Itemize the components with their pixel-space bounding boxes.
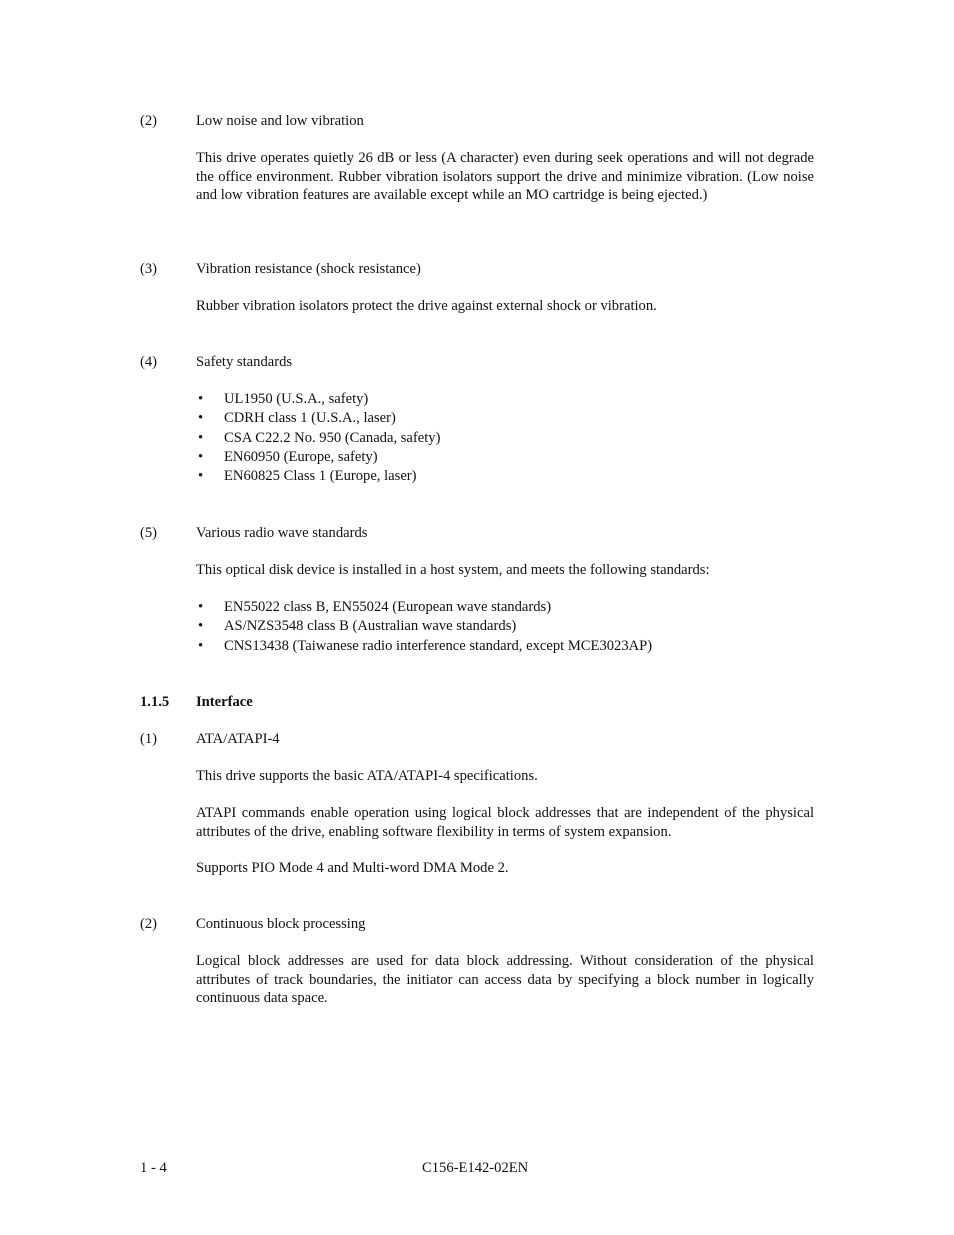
section-3-heading: Vibration resistance (shock resistance) [196, 261, 421, 277]
list-item [196, 429, 814, 448]
bullet-icon: • [198, 468, 204, 485]
list-item [196, 448, 814, 467]
document-code: C156-E142-02EN [422, 1160, 529, 1176]
section-2-number: (2) [140, 113, 158, 129]
section-4-number: (4) [140, 354, 158, 370]
interface-1-paragraph-1: This drive supports the basic ATA/ATAPI-4 specifications. [196, 768, 538, 784]
bullet-icon: • [198, 391, 204, 407]
safety-standards-list [196, 390, 814, 486]
interface-1-heading: ATA/ATAPI-4 [196, 731, 280, 747]
interface-2-paragraph: Logical block addresses are used for data block addressing. Without consideration of the physical attributes of track boundaries, the initiator can access data by specifying a block number in logically continuous data space. [196, 953, 814, 1007]
list-item-text: CDRH class 1 (U.S.A., laser) [224, 410, 396, 427]
section-4-heading: Safety standards [196, 354, 293, 370]
bullet-icon: • [198, 599, 204, 615]
interface-1-paragraph-2: ATAPI commands enable operation using logical block addresses that are independent of the physical attributes of the drive, enabling software flexibility in terms of system expansion. [196, 805, 814, 840]
section-5-paragraph: This optical disk device is installed in a host system, and meets the following standards: [196, 562, 710, 578]
section-5-heading: Various radio wave standards [196, 525, 368, 541]
list-item-text: AS/NZS3548 class B (Australian wave standards) [224, 618, 517, 635]
bullet-icon: • [198, 637, 204, 654]
bullet-icon: • [198, 429, 204, 446]
list-item-text: EN60950 (Europe, safety) [224, 448, 378, 465]
interface-1-paragraph-3: Supports PIO Mode 4 and Multi-word DMA Mode 2. [196, 860, 509, 876]
list-item [196, 598, 814, 617]
list-item-text: UL1950 (U.S.A., safety) [224, 391, 369, 407]
list-item-text: CSA C22.2 No. 950 (Canada, safety) [224, 429, 441, 446]
list-item [196, 637, 814, 656]
bullet-icon: • [198, 448, 204, 465]
subsection-number: 1.1.5 [140, 694, 170, 710]
list-item [196, 409, 814, 428]
interface-2-heading: Continuous block processing [196, 916, 366, 932]
section-3-number: (3) [140, 261, 158, 277]
list-item-text: EN55022 class B, EN55024 (European wave standards) [224, 599, 552, 615]
bullet-icon: • [198, 410, 204, 427]
section-3-paragraph: Rubber vibration isolators protect the drive against external shock or vibration. [196, 298, 657, 314]
list-item [196, 390, 814, 409]
subsection-heading: Interface [196, 694, 253, 710]
list-item-text: CNS13438 (Taiwanese radio interference standard, except MCE3023AP) [224, 637, 653, 654]
section-2-paragraph: This drive operates quietly 26 dB or less (A character) even during seek operations and will not degrade the office environment. Rubber vibration isolators support the drive and minimize vibration. (Low noise and low vibration features are available except while an MO cartridge is being ejected.) [196, 150, 814, 204]
section-5-number: (5) [140, 525, 158, 541]
list-item [196, 617, 814, 636]
bullet-icon: • [198, 618, 204, 635]
list-item [196, 467, 814, 486]
interface-1-number: (1) [140, 731, 158, 747]
radio-standards-list [196, 598, 814, 656]
interface-2-number: (2) [140, 916, 158, 932]
section-2-heading: Low noise and low vibration [196, 113, 364, 129]
list-item-text: EN60825 Class 1 (Europe, laser) [224, 468, 417, 485]
page-number: 1 - 4 [140, 1160, 167, 1176]
